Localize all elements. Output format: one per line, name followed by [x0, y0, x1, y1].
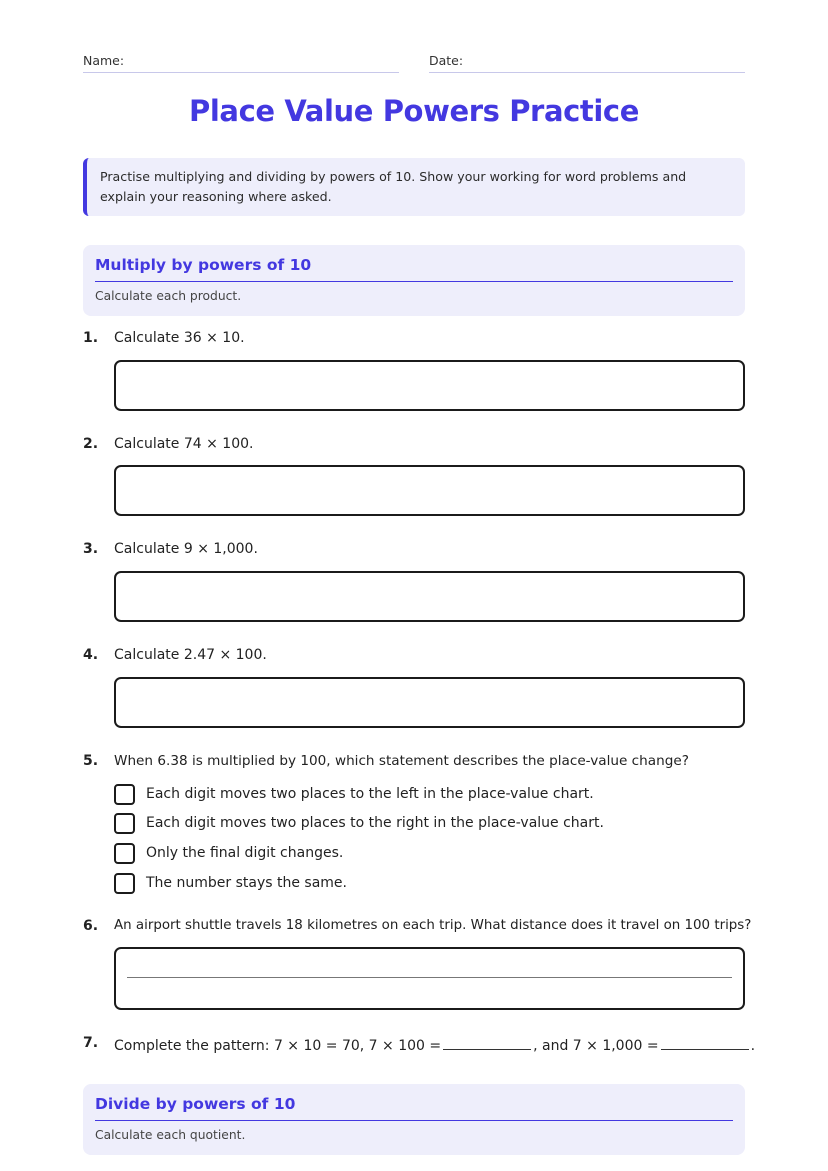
section-subtitle: Calculate each quotient.: [95, 1128, 246, 1142]
section-title: Multiply by powers of 10: [95, 256, 312, 274]
option-label: Only the final digit changes.: [146, 845, 344, 861]
name-label: Name:: [83, 53, 125, 68]
fill-blank-1[interactable]: [443, 1035, 531, 1050]
answer-box-6[interactable]: [114, 947, 745, 1010]
question-number: 1.: [83, 330, 99, 346]
option-4[interactable]: [114, 872, 734, 896]
answer-box-2[interactable]: [114, 465, 745, 516]
question-number: 3.: [83, 541, 99, 557]
option-2[interactable]: [114, 812, 734, 836]
question-number: 5.: [83, 753, 99, 769]
checkbox[interactable]: [114, 784, 135, 805]
question-text: Calculate 2.47 × 100.: [114, 647, 267, 663]
option-1[interactable]: [114, 783, 734, 807]
checkbox[interactable]: [114, 873, 135, 894]
checkbox[interactable]: [114, 813, 135, 834]
answer-box-1[interactable]: [114, 360, 745, 411]
question-text: An airport shuttle travels 18 kilometres on each trip. What distance does it travel on 100 trips?: [114, 918, 752, 933]
question-text: Calculate 36 × 10.: [114, 330, 245, 346]
question-number: 7.: [83, 1035, 99, 1051]
header: [83, 53, 745, 75]
writing-line: [127, 977, 732, 978]
question-number: 4.: [83, 647, 99, 663]
option-label: Each digit moves two places to the right in the place-value chart.: [146, 815, 604, 831]
date-label: Date:: [429, 53, 464, 68]
page-title: Place Value Powers Practice: [189, 94, 639, 128]
question-text: When 6.38 is multiplied by 100, which statement describes the place-value change?: [114, 753, 689, 769]
question-number: 2.: [83, 436, 99, 452]
section-multiply: [83, 245, 745, 316]
checkbox[interactable]: [114, 843, 135, 864]
pattern-text-end: .: [750, 1038, 756, 1054]
question-number: 6.: [83, 918, 99, 934]
option-3[interactable]: [114, 842, 734, 866]
question-text: [114, 1035, 755, 1054]
section-divider: [95, 281, 733, 282]
fill-blank-2[interactable]: [661, 1035, 749, 1050]
option-label: The number stays the same.: [146, 875, 347, 891]
answer-box-3[interactable]: [114, 571, 745, 622]
question-text: Calculate 74 × 100.: [114, 436, 254, 452]
pattern-text-start: Complete the pattern: 7 × 10 = 70, 7 × 100 =: [114, 1038, 442, 1054]
answer-box-4[interactable]: [114, 677, 745, 728]
date-field[interactable]: [429, 53, 745, 73]
section-divide: [83, 1084, 745, 1155]
section-divider: [95, 1120, 733, 1121]
option-label: Each digit moves two places to the left in the place-value chart.: [146, 786, 594, 802]
intro-callout: Practise multiplying and dividing by powers of 10. Show your working for word problems and explain your reasoning where asked.: [83, 158, 745, 216]
pattern-text-middle: , and 7 × 1,000 =: [533, 1038, 659, 1054]
section-title: Divide by powers of 10: [95, 1095, 296, 1113]
name-field[interactable]: [83, 53, 399, 73]
question-text: Calculate 9 × 1,000.: [114, 541, 258, 557]
section-subtitle: Calculate each product.: [95, 289, 242, 303]
